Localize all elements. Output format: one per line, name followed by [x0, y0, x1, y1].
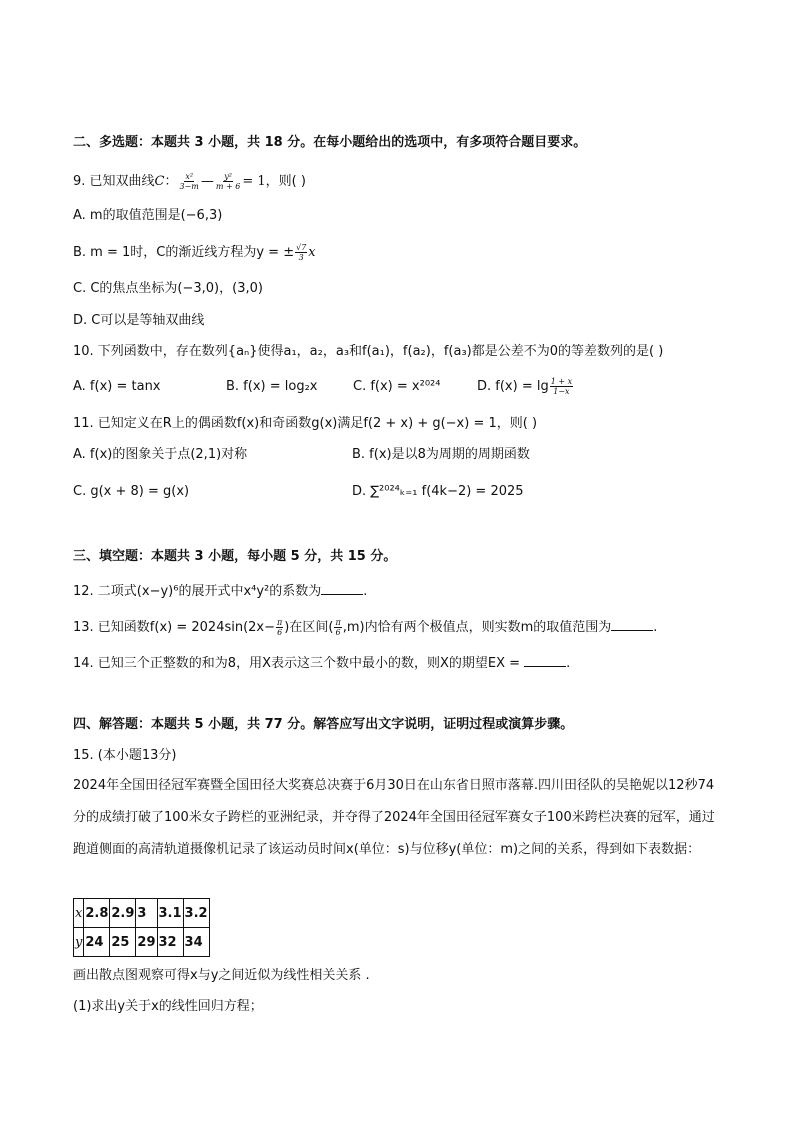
table-cell: 3.1 — [157, 899, 183, 928]
q9-option-b — [73, 243, 316, 263]
q9-suffix: ，则( ) — [265, 174, 306, 189]
q9-option-a: A. m的取值范围是(−6,3) — [73, 208, 223, 223]
table-cell: 34 — [183, 928, 209, 957]
q14-stem: 14. 已知三个正整数的和为8，用X表示这三个数中最小的数，则X的期望EX = — [73, 656, 525, 671]
q10-d-prefix: D. f(x) = lg — [477, 379, 549, 394]
q9-b-frac-den: 3 — [298, 253, 304, 262]
q14-end: . — [566, 656, 571, 671]
table-row — [74, 899, 210, 928]
section-4-heading: 四、解答题：本题共 5 小题，共 77 分。解答应写出文字说明，证明过程或演算步骤。 — [73, 717, 574, 732]
q9-b-prefix: B. m = 1时，C的渐近线方程为y = ± — [73, 245, 295, 260]
table-cell: x — [74, 899, 84, 928]
data-table — [73, 898, 210, 957]
q11-option-b: B. f(x)是以8为周期的周期函数 — [352, 447, 530, 462]
q12-answer-blank — [321, 581, 363, 595]
q9-b-suffix: x — [308, 245, 316, 260]
q13-mid: )在区间( — [284, 620, 334, 635]
question-13 — [73, 617, 657, 638]
q10-option-d — [477, 377, 574, 397]
q13-frac-den: 6 — [277, 628, 283, 637]
question-12 — [73, 581, 367, 602]
table-cell: 24 — [84, 928, 110, 957]
q10-d-frac-den: 1−x — [553, 387, 570, 396]
q13-frac — [276, 618, 283, 637]
q9-eq: = 1 — [242, 174, 266, 189]
table-cell: 25 — [110, 928, 136, 957]
q9-frac2 — [215, 172, 241, 191]
q9-c: C — [154, 174, 165, 189]
q12-end: . — [363, 584, 368, 599]
q9-frac1 — [179, 172, 200, 191]
q9-b-frac-num: √7 — [296, 243, 307, 252]
section-3-heading: 三、填空题：本题共 3 小题，每小题 5 分，共 15 分。 — [73, 549, 397, 564]
table-cell: 3.2 — [183, 899, 209, 928]
q14-answer-blank — [524, 653, 566, 667]
q9-minus: — — [200, 174, 214, 189]
q10-option-c: C. f(x) = x²⁰²⁴ — [353, 379, 441, 394]
table-cell: 2.8 — [84, 899, 110, 928]
q11-option-d: D. ∑²⁰²⁴ₖ₌₁ f(4k−2) = 2025 — [352, 484, 524, 499]
q13-frac2-den: 6 — [335, 628, 341, 637]
q9-frac2-num: y² — [224, 172, 232, 181]
q9-option-c: C. C的焦点坐标为(−3,0)，(3,0) — [73, 281, 263, 296]
q9-b-frac — [295, 243, 307, 262]
table-cell: 32 — [157, 928, 183, 957]
question-10-stem: 10. 下列函数中，存在数列{aₙ}使得a₁，a₂，a₃和f(a₁)，f(a₂)，f(a₃)都是公差不为0的等差数列的是( ) — [73, 344, 664, 359]
q9-colon: ： — [164, 174, 178, 189]
q11-option-c: C. g(x + 8) = g(x) — [73, 484, 190, 499]
table-cell: 29 — [136, 928, 157, 957]
question-11-stem: 11. 已知定义在R上的偶函数f(x)和奇函数g(x)满足f(2 + x) + g(−x) = 1，则( ) — [73, 416, 538, 431]
question-15-after-table: 画出散点图观察可得x与y之间近似为线性相关关系 . — [73, 968, 370, 983]
q9-frac1-den: 3−m — [179, 182, 199, 191]
question-15-part-1: (1)求出y关于x的线性回归方程； — [73, 999, 263, 1014]
q9-frac2-den: m + 6 — [215, 182, 241, 191]
table-row — [74, 928, 210, 957]
q10-d-frac-num: 1 + x — [550, 377, 573, 386]
q12-stem: 12. 二项式(x−y)⁶的展开式中x⁴y²的系数为 — [73, 584, 322, 599]
question-14 — [73, 653, 570, 674]
q13-frac2-num: π — [335, 618, 341, 627]
q9-prefix: 9. 已知双曲线 — [73, 174, 155, 189]
q10-option-a: A. f(x) = tanx — [73, 379, 161, 394]
q10-d-frac — [550, 377, 573, 396]
q13-end: . — [653, 620, 658, 635]
q13-frac2 — [334, 618, 341, 637]
q13-suffix: ,m)内恰有两个极值点，则实数m的取值范围为 — [342, 620, 612, 635]
q13-prefix: 13. 已知函数f(x) = 2024sin(2x− — [73, 620, 276, 635]
q13-frac-num: π — [277, 618, 283, 627]
q13-answer-blank — [611, 617, 653, 631]
q11-option-a: A. f(x)的图象关于点(2,1)对称 — [73, 447, 248, 462]
question-15-title: 15. (本小题13分) — [73, 748, 177, 763]
table-cell: y — [74, 928, 84, 957]
q9-frac1-num: x² — [185, 172, 194, 181]
q10-option-b: B. f(x) = log₂x — [226, 379, 318, 394]
question-15-paragraph: 2024年全国田径冠军赛暨全国田径大奖赛总决赛于6月30日在山东省日照市落幕.四川田径队的吴艳妮以12秒74分的成绩打破了100米女子跨栏的亚洲纪录，并夺得了2024年全国田径冠军赛女子100米跨栏决赛的冠军，通过跑道侧面的高清轨道摄像机记录了该运动员时间x(单位：s)与位移y(单位：m)之间的关系，得到如下表数据： — [73, 778, 715, 857]
table-cell: 3 — [136, 899, 157, 928]
q9-option-d: D. C可以是等轴双曲线 — [73, 313, 205, 328]
table-cell: 2.9 — [110, 899, 136, 928]
question-9-stem — [73, 172, 306, 192]
section-2-heading: 二、多选题：本题共 3 小题，共 18 分。在每小题给出的选项中，有多项符合题目要求。 — [73, 135, 587, 150]
